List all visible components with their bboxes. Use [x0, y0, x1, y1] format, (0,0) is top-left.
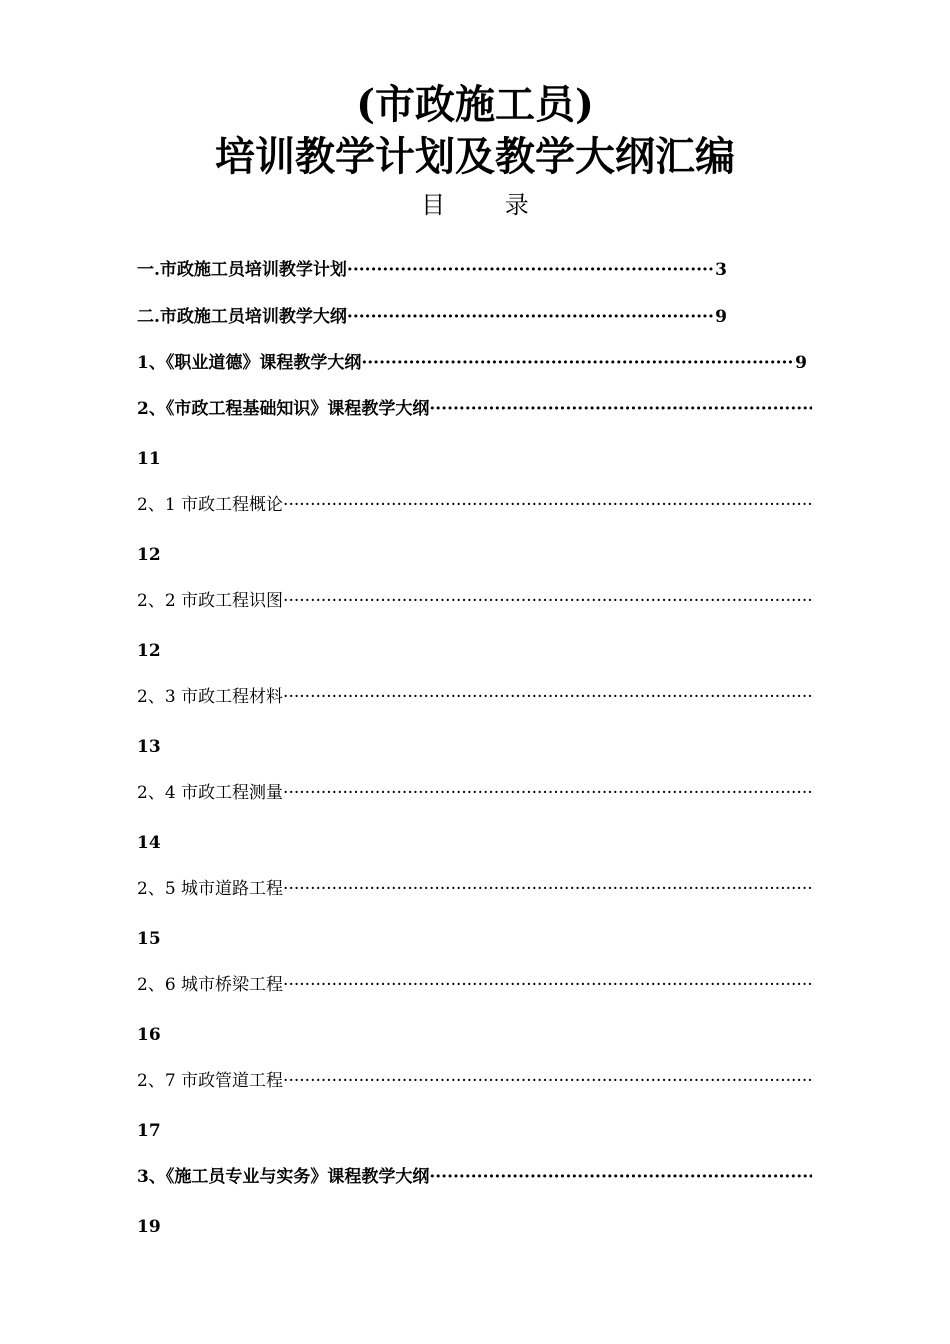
- toc-entry[interactable]: [137, 350, 807, 376]
- toc-entry[interactable]: [137, 684, 812, 710]
- toc-entry[interactable]: [137, 1164, 812, 1190]
- toc-entry[interactable]: [137, 780, 812, 806]
- toc-entry-page: 9: [795, 353, 807, 373]
- toc-entry-label: 2、3 市政工程材料: [137, 687, 284, 707]
- toc-entry-label: 2、6 城市桥梁工程: [137, 975, 284, 995]
- toc-entry[interactable]: [137, 876, 812, 902]
- toc-entry-label: 3、《施工员专业与实务》课程教学大纲: [137, 1167, 430, 1187]
- toc-entry-label: 2、7 市政管道工程: [137, 1071, 284, 1091]
- toc-leader-dots: [283, 1068, 812, 1094]
- toc-entry-label: 2、《市政工程基础知识》课程教学大纲: [137, 399, 430, 419]
- toc-leader-dots: [347, 257, 715, 283]
- toc-entry-page: 19: [137, 1217, 161, 1237]
- toc-entry[interactable]: [137, 492, 812, 518]
- toc-entry-page: 12: [137, 641, 161, 661]
- toc-leader-dots: [361, 350, 795, 376]
- toc-entry[interactable]: [137, 257, 727, 283]
- toc-leader-dots: [429, 396, 812, 422]
- toc-leader-dots: [283, 492, 812, 518]
- toc-entry-label: 2、2 市政工程识图: [137, 591, 284, 611]
- toc-entry[interactable]: [137, 396, 812, 422]
- toc-entry-label: 一.市政施工员培训教学计划: [137, 260, 347, 280]
- toc-leader-dots: [283, 588, 812, 614]
- document-title-line1: (市政施工员): [356, 81, 594, 128]
- toc-entry-label: 2、4 市政工程测量: [137, 783, 284, 803]
- toc-entry[interactable]: [137, 304, 727, 330]
- toc-entry-page: 3: [715, 260, 727, 280]
- toc-entry-page: 13: [137, 737, 161, 757]
- toc-entry[interactable]: [137, 972, 812, 998]
- toc-entry-page: 16: [137, 1025, 161, 1045]
- toc-leader-dots: [429, 1164, 812, 1190]
- toc-heading: 目 录: [421, 191, 555, 219]
- toc-entry-label: 二.市政施工员培训教学大纲: [137, 307, 347, 327]
- toc-leader-dots: [283, 876, 812, 902]
- document-title-line2: 培训教学计划及教学大纲汇编: [215, 133, 735, 180]
- toc-entry-page: 15: [137, 929, 161, 949]
- toc-entry-label: 2、1 市政工程概论: [137, 495, 284, 515]
- toc-entry-page: 17: [137, 1121, 161, 1141]
- toc-leader-dots: [347, 304, 715, 330]
- toc-entry[interactable]: [137, 1068, 812, 1094]
- toc-leader-dots: [283, 780, 812, 806]
- toc-entry-page: 12: [137, 545, 161, 565]
- toc-entry-page: 14: [137, 833, 161, 853]
- toc-entry-label: 1、《职业道德》课程教学大纲: [137, 353, 362, 373]
- toc-leader-dots: [283, 684, 812, 710]
- toc-leader-dots: [283, 972, 812, 998]
- toc-entry-page: 9: [715, 307, 727, 327]
- toc-entry-page: 11: [137, 449, 161, 469]
- toc-entry-label: 2、5 城市道路工程: [137, 879, 284, 899]
- toc-entry[interactable]: [137, 588, 812, 614]
